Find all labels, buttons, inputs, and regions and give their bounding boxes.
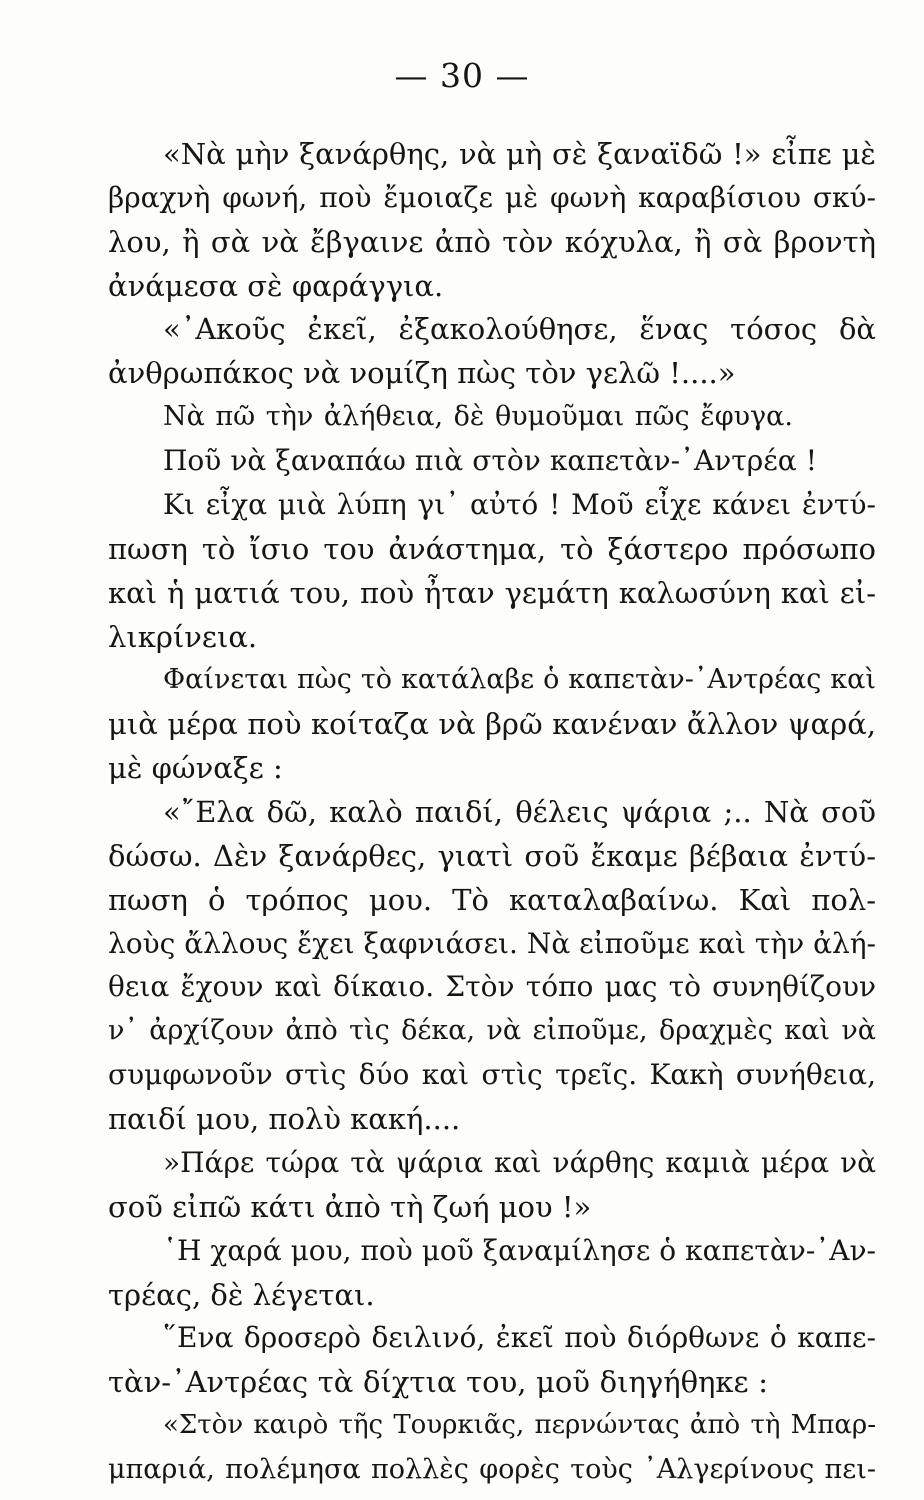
text-line: τὰν-᾽Αντρέας τὰ δίχτια του, μοῦ διηγήθηκε : bbox=[108, 1365, 768, 1399]
text-line: ῾Η χαρά μου, ποὺ μοῦ ξαναμίλησε ὁ καπετὰν-᾽Αν- bbox=[163, 1234, 876, 1267]
text-line: θεια ἔχουν καὶ δίκαιο. Στὸν τόπο μας τὸ συνηθίζουν bbox=[108, 970, 876, 1003]
text-line: Κι εἶχα μιὰ λύπη γι᾽ αὐτό ! Μοῦ εἶχε κάνει ἐντύ- bbox=[163, 488, 876, 521]
text-line: ῞Ενα δροσερὸ δειλινό, ἐκεῖ ποὺ διόρθωνε ὁ καπε- bbox=[163, 1321, 876, 1354]
text-line: λου, ἢ σὰ νὰ ἔβγαινε ἀπὸ τὸν κόχυλα, ἢ σὰ βροντὴ bbox=[108, 225, 876, 259]
text-line: Φαίνεται πὼς τὸ κατάλαβε ὁ καπετὰν-᾽Αντρέας καὶ bbox=[163, 664, 876, 695]
text-line: λικρίνεια. bbox=[108, 620, 258, 654]
text-line: πωση τὸ ἴσιο του ἀνάστημα, τὸ ξάστερο πρόσωπο bbox=[108, 532, 876, 566]
text-line: συμφωνοῦν στὶς δύο καὶ στὶς τρεῖς. Κακὴ συνήθεια, bbox=[108, 1058, 876, 1091]
text-line: «῎Ελα δῶ, καλὸ παιδί, θέλεις ψάρια ;.. Νὰ σοῦ bbox=[163, 795, 876, 829]
text-line: μπαριά, πολέμησα πολλὲς φορὲς τοὺς ᾽Αλγερίνους πει- bbox=[108, 1454, 876, 1485]
text-line: βραχνὴ φωνή, ποὺ ἔμοιαζε μὲ φωνὴ καραβίσιου σκύ- bbox=[108, 181, 876, 214]
text-line: Νὰ πῶ τὴν ἀλήθεια, δὲ θυμοῦμαι πῶς ἔφυγα. bbox=[163, 401, 793, 432]
text-line: Ποῦ νὰ ξαναπάω πιὰ στὸν καπετὰν-᾽Αντρέα ! bbox=[163, 444, 817, 477]
text-line: «Στὸν καιρὸ τῆς Τουρκιᾶς, περνώντας ἀπὸ τὴ Μπαρ- bbox=[163, 1410, 876, 1440]
text-line: μιὰ μέρα ποὺ κοίταζα νὰ βρῶ κανέναν ἄλλον ψαρά, bbox=[108, 707, 876, 741]
text-line: μὲ φώναξε : bbox=[108, 751, 283, 785]
text-line: «Νὰ μὴν ξανάρθης, νὰ μὴ σὲ ξαναϊδῶ !» εἶπε μὲ bbox=[163, 137, 876, 171]
text-line: ν᾽ ἀρχίζουν ἀπὸ τὶς δέκα, νὰ εἰποῦμε, δραχμὲς καὶ νὰ bbox=[108, 1015, 876, 1046]
text-line: ἀνθρωπάκος νὰ νομίζη πὼς τὸν γελῶ !....» bbox=[108, 356, 736, 390]
text-line: πωση ὁ τρόπος μου. Τὸ καταλαβαίνω. Καὶ πολ- bbox=[108, 883, 876, 917]
text-line: ἀνάμεσα σὲ φαράγγια. bbox=[108, 269, 444, 303]
text-line: «᾽Ακοῦς ἐκεῖ, ἐξακολούθησε, ἕνας τόσος δὰ bbox=[163, 312, 876, 346]
page-number: — 30 — bbox=[394, 56, 530, 95]
text-line: »Πάρε τώρα τὰ ψάρια καὶ νάρθης καμιὰ μέρα νὰ bbox=[163, 1146, 876, 1179]
text-line: καὶ ἡ ματιά του, ποὺ ἦταν γεμάτη καλωσύνη καὶ εἰ- bbox=[108, 576, 876, 610]
text-line: σοῦ εἰπῶ κάτι ἀπὸ τὴ ζωή μου !» bbox=[108, 1190, 592, 1224]
text-line: λοὺς ἄλλους ἔχει ξαφνιάσει. Νὰ εἰποῦμε καὶ τὴν ἀλή- bbox=[108, 927, 876, 960]
text-line: παιδί μου, πολὺ κακή.... bbox=[108, 1102, 461, 1136]
text-line: δώσω. Δὲν ξανάρθες, γιατὶ σοῦ ἔκαμε βέβαια ἐντύ- bbox=[108, 839, 876, 873]
text-line: τρέας, δὲ λέγεται. bbox=[108, 1278, 375, 1312]
